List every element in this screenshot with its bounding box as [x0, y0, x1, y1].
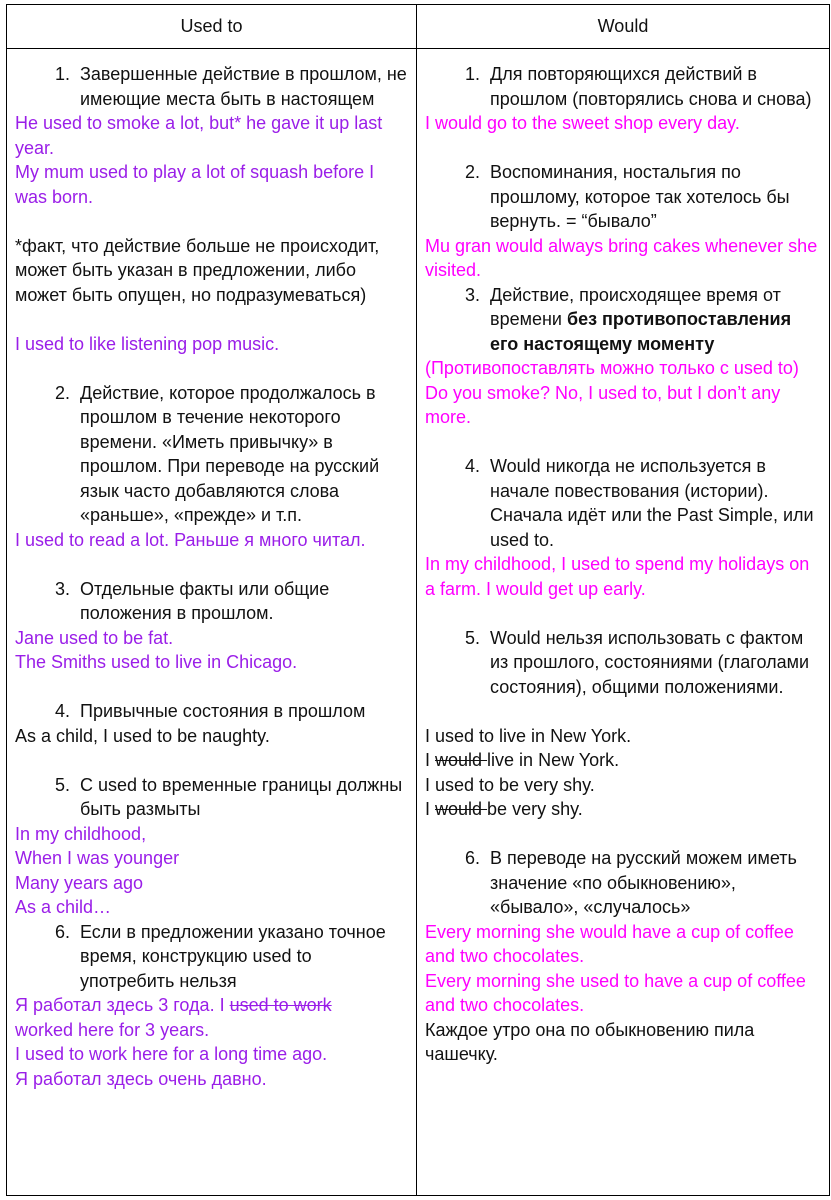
item-number: 5. [54, 774, 70, 795]
struck-text: would [435, 750, 488, 770]
list-item [425, 62, 821, 111]
example-part: Я работал здесь 3 года. I [15, 995, 230, 1015]
comparison-table [6, 4, 830, 1196]
list-item [425, 846, 821, 920]
item-text: Воспоминания, ностальгия по прошлому, которое так хотелось бы вернуть. = “бывало” [490, 162, 790, 231]
would-column [417, 49, 829, 1195]
example: In my childhood, [15, 823, 147, 844]
list-item [425, 160, 821, 234]
item-number: 4. [54, 701, 70, 721]
example: (Противопоставлять можно только с used to) [425, 358, 799, 378]
example: Many years ago [15, 872, 144, 893]
item-text: Would нельзя использовать с фактом из прошлого, состояниями (глаголами состояния), общими положениями. [490, 627, 810, 697]
item-number: 6. [464, 848, 480, 868]
item-number: 4. [464, 456, 480, 476]
header-used-to: Used to [7, 5, 417, 48]
list-item [15, 773, 408, 822]
item-text-part: Действие, происходящее время от времени [490, 284, 781, 329]
example: When I was younger [15, 848, 180, 868]
item-text: С used to временные границы должны быть размыты [80, 774, 403, 819]
example: I would go to the sweet shop every day. [425, 113, 740, 133]
example-part: be very shy. [487, 799, 583, 819]
example: I used to work here for a long time ago. [15, 1044, 328, 1064]
example: Я работал здесь очень давно. [15, 1068, 267, 1089]
item-text-bold: без противопоставления его настоящему моменту [490, 309, 792, 354]
item-text: Завершенные действие в прошлом, не имеющие места быть в настоящем [80, 64, 407, 109]
example: My mum used to play a lot of squash before I was born. [15, 162, 375, 207]
list-item [15, 577, 408, 626]
example: In my childhood, I used to spend my holidays on a farm. I would get up early. [425, 554, 810, 599]
footnote: *факт, что действие больше не происходит, может быть указан в предложении, либо может быть опущен, но подразумеваться) [15, 235, 380, 305]
item-text: Для повторяющихся действий в прошлом (повторялись снова и снова) [490, 64, 812, 109]
list-item [15, 381, 408, 528]
list-item [425, 626, 821, 700]
item-text: В переводе на русский можем иметь значение «по обыкновению», «бывало», «случалось» [490, 848, 797, 917]
header-would: Would [597, 16, 649, 36]
example: Every morning she used to have a cup of coffee and two chocolates. [425, 970, 806, 1015]
example: As a child… [15, 897, 112, 917]
example: Каждое утро она по обыкновению пила чашечку. [425, 1019, 755, 1064]
item-text: Привычные состояния в прошлом [80, 701, 366, 721]
item-number: 1. [54, 64, 70, 84]
table-header-row [7, 5, 829, 49]
example: I used to read a lot. Раньше я много читал. [15, 529, 366, 550]
example [15, 993, 408, 1018]
example: As a child, I used to be naughty. [15, 725, 270, 746]
item-number: 2. [464, 162, 480, 182]
item-text: Действие, которое продолжалось в прошлом в течение некоторого времени. «Иметь привычку» в прошлом. При переводе на русский язык часто добавляются слова «раньше», «прежде» и т.п. [80, 382, 380, 525]
item-number: 2. [54, 382, 70, 403]
example [425, 797, 821, 822]
example: Do you smoke? No, I used to, but I don’t any more. [425, 382, 781, 427]
list-item [15, 62, 408, 111]
list-item [425, 454, 821, 552]
used-to-column [7, 49, 417, 1195]
item-number: 3. [464, 284, 480, 305]
example: I used to live in New York. [425, 725, 632, 746]
item-number: 5. [464, 627, 480, 648]
example-part: I [425, 799, 436, 819]
item-text: Если в предложении указано точное время, конструкцию used to употребить нельзя [80, 921, 386, 991]
example: Every morning she would have a cup of coffee and two chocolates. [425, 921, 794, 966]
table-body-row [7, 49, 829, 1195]
example [425, 748, 821, 773]
example: worked here for 3 years. [15, 1019, 210, 1040]
item-text: Отдельные факты или общие положения в прошлом. [80, 578, 330, 623]
struck-text: would [435, 799, 488, 819]
list-item [15, 699, 408, 724]
example: He used to smoke a lot, but* he gave it up last year. [15, 113, 383, 158]
example: I used to be very shy. [425, 774, 595, 795]
example: The Smiths used to live in Chicago. [15, 652, 298, 672]
struck-text: used to work [229, 995, 332, 1015]
item-number: 3. [54, 578, 70, 599]
list-item [15, 920, 408, 994]
example: Jane used to be fat. [15, 627, 174, 648]
item-text [490, 283, 821, 357]
item-text: Would никогда не используется в начале повествования (истории). Сначала идёт или the Past Simple, или used to. [490, 456, 814, 550]
example: Mu gran would always bring cakes whenever she visited. [425, 235, 818, 280]
example-part: live in New York. [487, 750, 620, 770]
item-number: 6. [54, 921, 70, 942]
example-part: I [425, 750, 436, 770]
item-number: 1. [464, 64, 480, 84]
list-item [425, 283, 821, 357]
example: I used to like listening pop music. [15, 333, 280, 354]
